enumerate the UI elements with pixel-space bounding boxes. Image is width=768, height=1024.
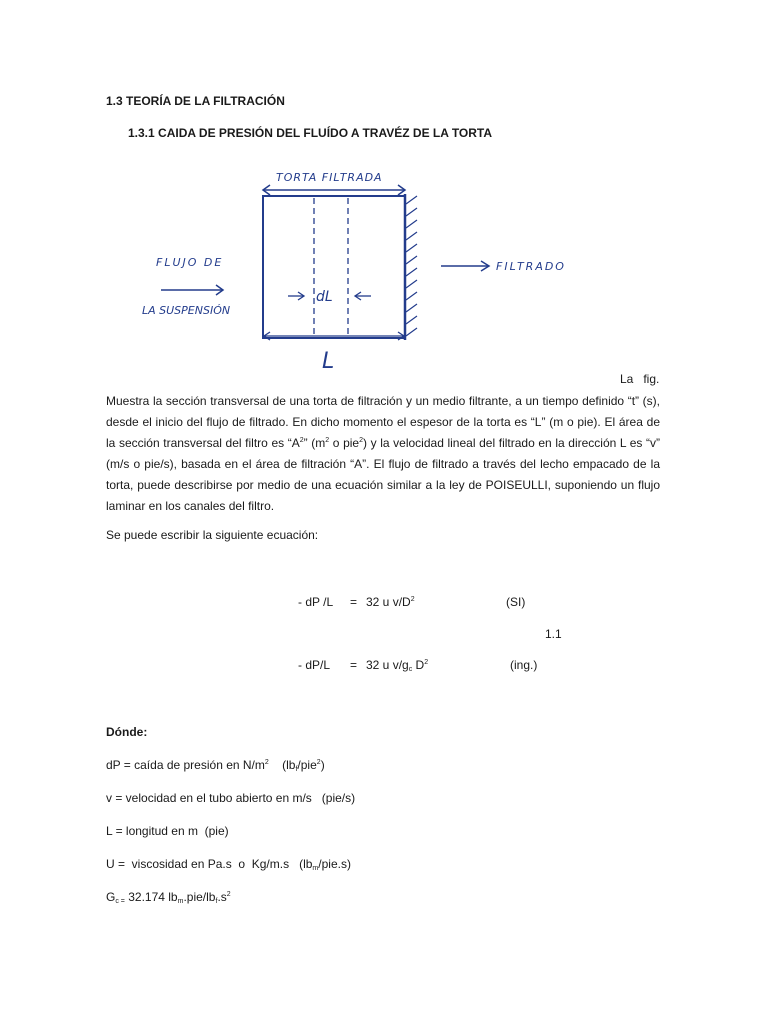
paragraph-text-4: ) y la velocidad lineal del filtrado en la dirección L es “v” (m/s o pie/s), basada en el área de filtración “A”. El flujo de filtrado a través del lecho empacado de la torta, puede describirse por medio de una ecuación similar a la ley de POISEULLI, suponiendo un flujo laminar en los canales del filtro.	[106, 436, 661, 513]
figure-label-top: TORTA FILTRADA	[276, 171, 383, 184]
figure-reference: La fig.	[620, 372, 660, 386]
superscript: 2	[299, 437, 304, 444]
figure-label-left-2: LA SUSPENSIÓN	[142, 304, 231, 317]
equation-unit-tag: (SI)	[506, 595, 526, 609]
section-title: 1.3 TEORÍA DE LA FILTRACIÓN	[106, 94, 285, 108]
equals-sign: =	[350, 658, 358, 672]
figure-label-right: FILTRADO	[496, 260, 566, 273]
equation-rhs: 32 u $v/g_c$ $D^2$	[366, 658, 429, 673]
body-paragraph	[106, 391, 660, 517]
paragraph-text-2: ” (m	[303, 436, 326, 450]
equation-intro: Se puede escribir la siguiente ecuación:	[106, 528, 319, 542]
filter-cake-diagram	[136, 160, 606, 372]
definition-u: U = viscosidad en Pa.s o Kg/m.s $(lb_m/pie.s)$	[106, 857, 351, 872]
equation-number: 1.1	[545, 627, 562, 641]
equation-rhs: 32 u $v/D^2$	[366, 595, 415, 609]
superscript: 2	[359, 437, 363, 444]
figure-label-left-1: FLUJO DE	[156, 256, 224, 269]
definition-v: v = velocidad en el tubo abierto en m/s (pie/s)	[106, 791, 356, 805]
equation-si	[298, 595, 558, 615]
figure-label-dl: dL	[316, 289, 333, 305]
definition-gc: $G_{c =}$ 32.174 $lb_m.pie/lb_f.s^2$	[106, 890, 231, 905]
cake-box	[263, 196, 405, 338]
subsection-title: 1.3.1 CAIDA DE PRESIÓN DEL FLUÍDO A TRAVÉZ DE LA TORTA	[128, 126, 493, 140]
superscript: 2	[325, 437, 330, 444]
figure-label-l: L	[322, 349, 335, 372]
equals-sign: =	[350, 595, 358, 609]
where-label: Dónde:	[106, 725, 148, 739]
equation-lhs: - dP /L	[298, 595, 334, 609]
equation-unit-tag: (ing.)	[510, 658, 538, 672]
definition-l: L = longitud en m (pie)	[106, 824, 229, 838]
paragraph-text-1: Muestra la sección transversal de una torta de filtración y un medio filtrante, a un tiempo definido “t” (s), desde el inicio del flujo de filtrado. En dicho momento el espesor de la torta es “L” (m o pie). El área de la sección transversal del filtro es “A	[106, 394, 660, 450]
equation-lhs: - dP/L	[298, 658, 331, 672]
equation-english	[298, 658, 558, 678]
paragraph-text-3: o pie	[329, 436, 360, 450]
definition-dp: dP = caída de presión en $N/m^2$ $(lb_f/pie^2)$	[106, 758, 325, 773]
